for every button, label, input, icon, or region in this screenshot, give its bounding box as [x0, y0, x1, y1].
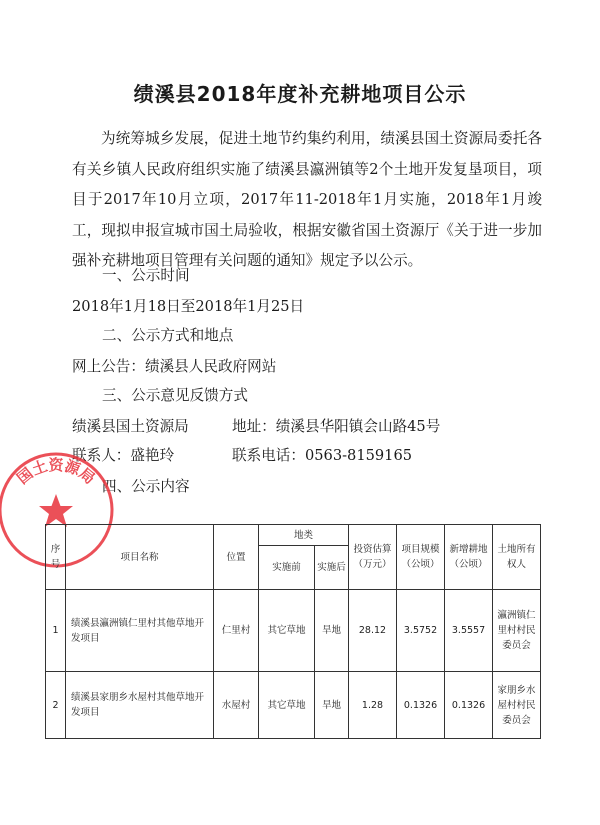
table-row [46, 672, 541, 739]
table-row [46, 590, 541, 672]
cell-after: 旱地 [315, 672, 349, 739]
cell-name: 绩溪县家朋乡水屋村其他草地开发项目 [66, 672, 214, 739]
seal-star-icon [39, 494, 73, 527]
cell-owner: 瀛洲镇仁里村村民委员会 [493, 590, 541, 672]
header-index: 序号 [46, 525, 66, 590]
section-heading-time: 一、公示时间 [102, 267, 190, 284]
page-title: 绩溪县2018年度补充耕地项目公示 [133, 82, 467, 106]
cell-location: 水屋村 [214, 672, 259, 739]
project-table [45, 524, 541, 739]
cell-before: 其它草地 [259, 672, 315, 739]
cell-location: 仁里村 [214, 590, 259, 672]
header-new-farmland: 新增耕地（公顷） [445, 525, 493, 590]
announcement-period: 2018年1月18日至2018年1月25日 [72, 298, 305, 315]
header-scale: 项目规模（公顷） [397, 525, 445, 590]
org-address: 地址：绩溪县华阳镇会山路45号 [232, 418, 441, 435]
cell-scale: 3.5752 [397, 590, 445, 672]
cell-investment: 28.12 [349, 590, 397, 672]
header-location: 位置 [214, 525, 259, 590]
intro-paragraph: 为统筹城乡发展，促进土地节约集约利用，绩溪县国土资源局委托各有关乡镇人民政府组织实施了绩溪县瀛洲镇等2个土地开发复垦项目，项目于2017年10月立项，2017年11-2018年1月实施，2018年1月竣工，现拟申报宣城市国土局验收，根据安徽省国土资源厅《关于进一步加强补充耕地项目管理有关问题的通知》规定予以公示。 [72, 130, 542, 269]
header-after: 实施后 [315, 546, 349, 590]
org-name: 绩溪县国土资源局 [72, 418, 189, 435]
cell-index: 2 [46, 672, 66, 739]
header-investment: 投资估算（万元） [349, 525, 397, 590]
cell-name: 绩溪县瀛洲镇仁里村其他草地开发项目 [66, 590, 214, 672]
header-before: 实施前 [259, 546, 315, 590]
cell-index: 1 [46, 590, 66, 672]
cell-new-farmland: 3.5557 [445, 590, 493, 672]
header-land-type: 地类 [259, 525, 349, 546]
contact-person: 联系人：盛艳玲 [72, 447, 175, 464]
section-heading-content: 四、公示内容 [102, 478, 190, 495]
contact-phone: 联系电话：0563-8159165 [232, 447, 413, 464]
cell-new-farmland: 0.1326 [445, 672, 493, 739]
seal-text: 国土资源局 [13, 456, 99, 488]
cell-after: 旱地 [315, 590, 349, 672]
svg-text:国土资源局 [14, 456, 99, 488]
cell-before: 其它草地 [259, 590, 315, 672]
section-heading-method: 二、公示方式和地点 [102, 327, 234, 344]
cell-scale: 0.1326 [397, 672, 445, 739]
header-name: 项目名称 [66, 525, 214, 590]
header-owner: 土地所有权人 [493, 525, 541, 590]
section-heading-feedback: 三、公示意见反馈方式 [102, 387, 248, 404]
cell-owner: 家朋乡水屋村村民委员会 [493, 672, 541, 739]
announcement-method: 网上公告：绩溪县人民政府网站 [72, 358, 277, 375]
cell-investment: 1.28 [349, 672, 397, 739]
